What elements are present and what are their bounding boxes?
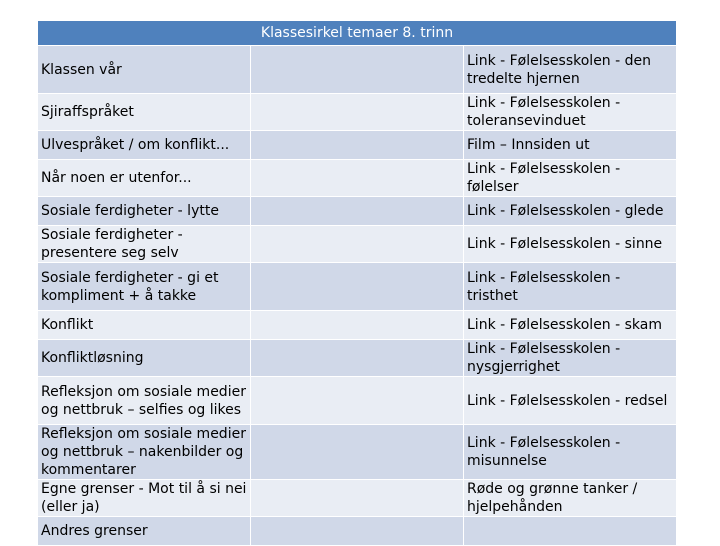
theme-cell: Sosiale ferdigheter - presentere seg selv (38, 226, 251, 263)
table-row (38, 131, 677, 160)
resource-cell: Film – Innsiden ut (464, 131, 677, 160)
table-row (38, 340, 677, 377)
table-row (38, 94, 677, 131)
theme-cell: Refleksjon om sosiale medier og nettbruk – nakenbilder og kommentarer (38, 425, 251, 480)
table-row (38, 377, 677, 425)
table-row (38, 311, 677, 340)
spacer-cell (251, 311, 464, 340)
table-row (38, 517, 677, 546)
table-row (38, 46, 677, 94)
resource-cell (464, 517, 677, 546)
table-row (38, 226, 677, 263)
spacer-cell (251, 425, 464, 480)
theme-cell: Sosiale ferdigheter - lytte (38, 197, 251, 226)
table-row (38, 480, 677, 517)
resource-cell[interactable]: Link - Følelsesskolen - nysgjerrighet (464, 340, 677, 377)
resource-cell[interactable]: Link - Følelsesskolen - redsel (464, 377, 677, 425)
resource-cell[interactable]: Link - Følelsesskolen - følelser (464, 160, 677, 197)
spacer-cell (251, 46, 464, 94)
spacer-cell (251, 197, 464, 226)
table-row (38, 263, 677, 311)
theme-cell: Refleksjon om sosiale medier og nettbruk – selfies og likes (38, 377, 251, 425)
spacer-cell (251, 131, 464, 160)
spacer-cell (251, 340, 464, 377)
spacer-cell (251, 517, 464, 546)
theme-cell: Andres grenser (38, 517, 251, 546)
theme-cell: Ulvespråket / om konflikt... (38, 131, 251, 160)
theme-cell: Når noen er utenfor... (38, 160, 251, 197)
resource-cell[interactable]: Link - Følelsesskolen - skam (464, 311, 677, 340)
theme-cell: Konflikt (38, 311, 251, 340)
table-row (38, 425, 677, 480)
spacer-cell (251, 226, 464, 263)
theme-cell: Sjiraffspråket (38, 94, 251, 131)
topics-table (37, 20, 677, 546)
theme-cell: Egne grenser - Mot til å si nei (eller ja) (38, 480, 251, 517)
resource-cell[interactable]: Link - Følelsesskolen - toleransevinduet (464, 94, 677, 131)
table-title: Klassesirkel temaer 8. trinn (38, 21, 677, 46)
spacer-cell (251, 480, 464, 517)
spacer-cell (251, 263, 464, 311)
table-row (38, 197, 677, 226)
spacer-cell (251, 377, 464, 425)
resource-cell[interactable]: Link - Følelsesskolen - glede (464, 197, 677, 226)
spacer-cell (251, 94, 464, 131)
theme-cell: Sosiale ferdigheter - gi et kompliment + å takke (38, 263, 251, 311)
table-row (38, 160, 677, 197)
resource-cell[interactable]: Link - Følelsesskolen - den tredelte hjernen (464, 46, 677, 94)
resource-cell[interactable]: Link - Følelsesskolen - tristhet (464, 263, 677, 311)
theme-cell: Klassen vår (38, 46, 251, 94)
resource-cell[interactable]: Link - Følelsesskolen - sinne (464, 226, 677, 263)
spacer-cell (251, 160, 464, 197)
resource-cell[interactable]: Link - Følelsesskolen - misunnelse (464, 425, 677, 480)
resource-cell: Røde og grønne tanker / hjelpehånden (464, 480, 677, 517)
theme-cell: Konfliktløsning (38, 340, 251, 377)
